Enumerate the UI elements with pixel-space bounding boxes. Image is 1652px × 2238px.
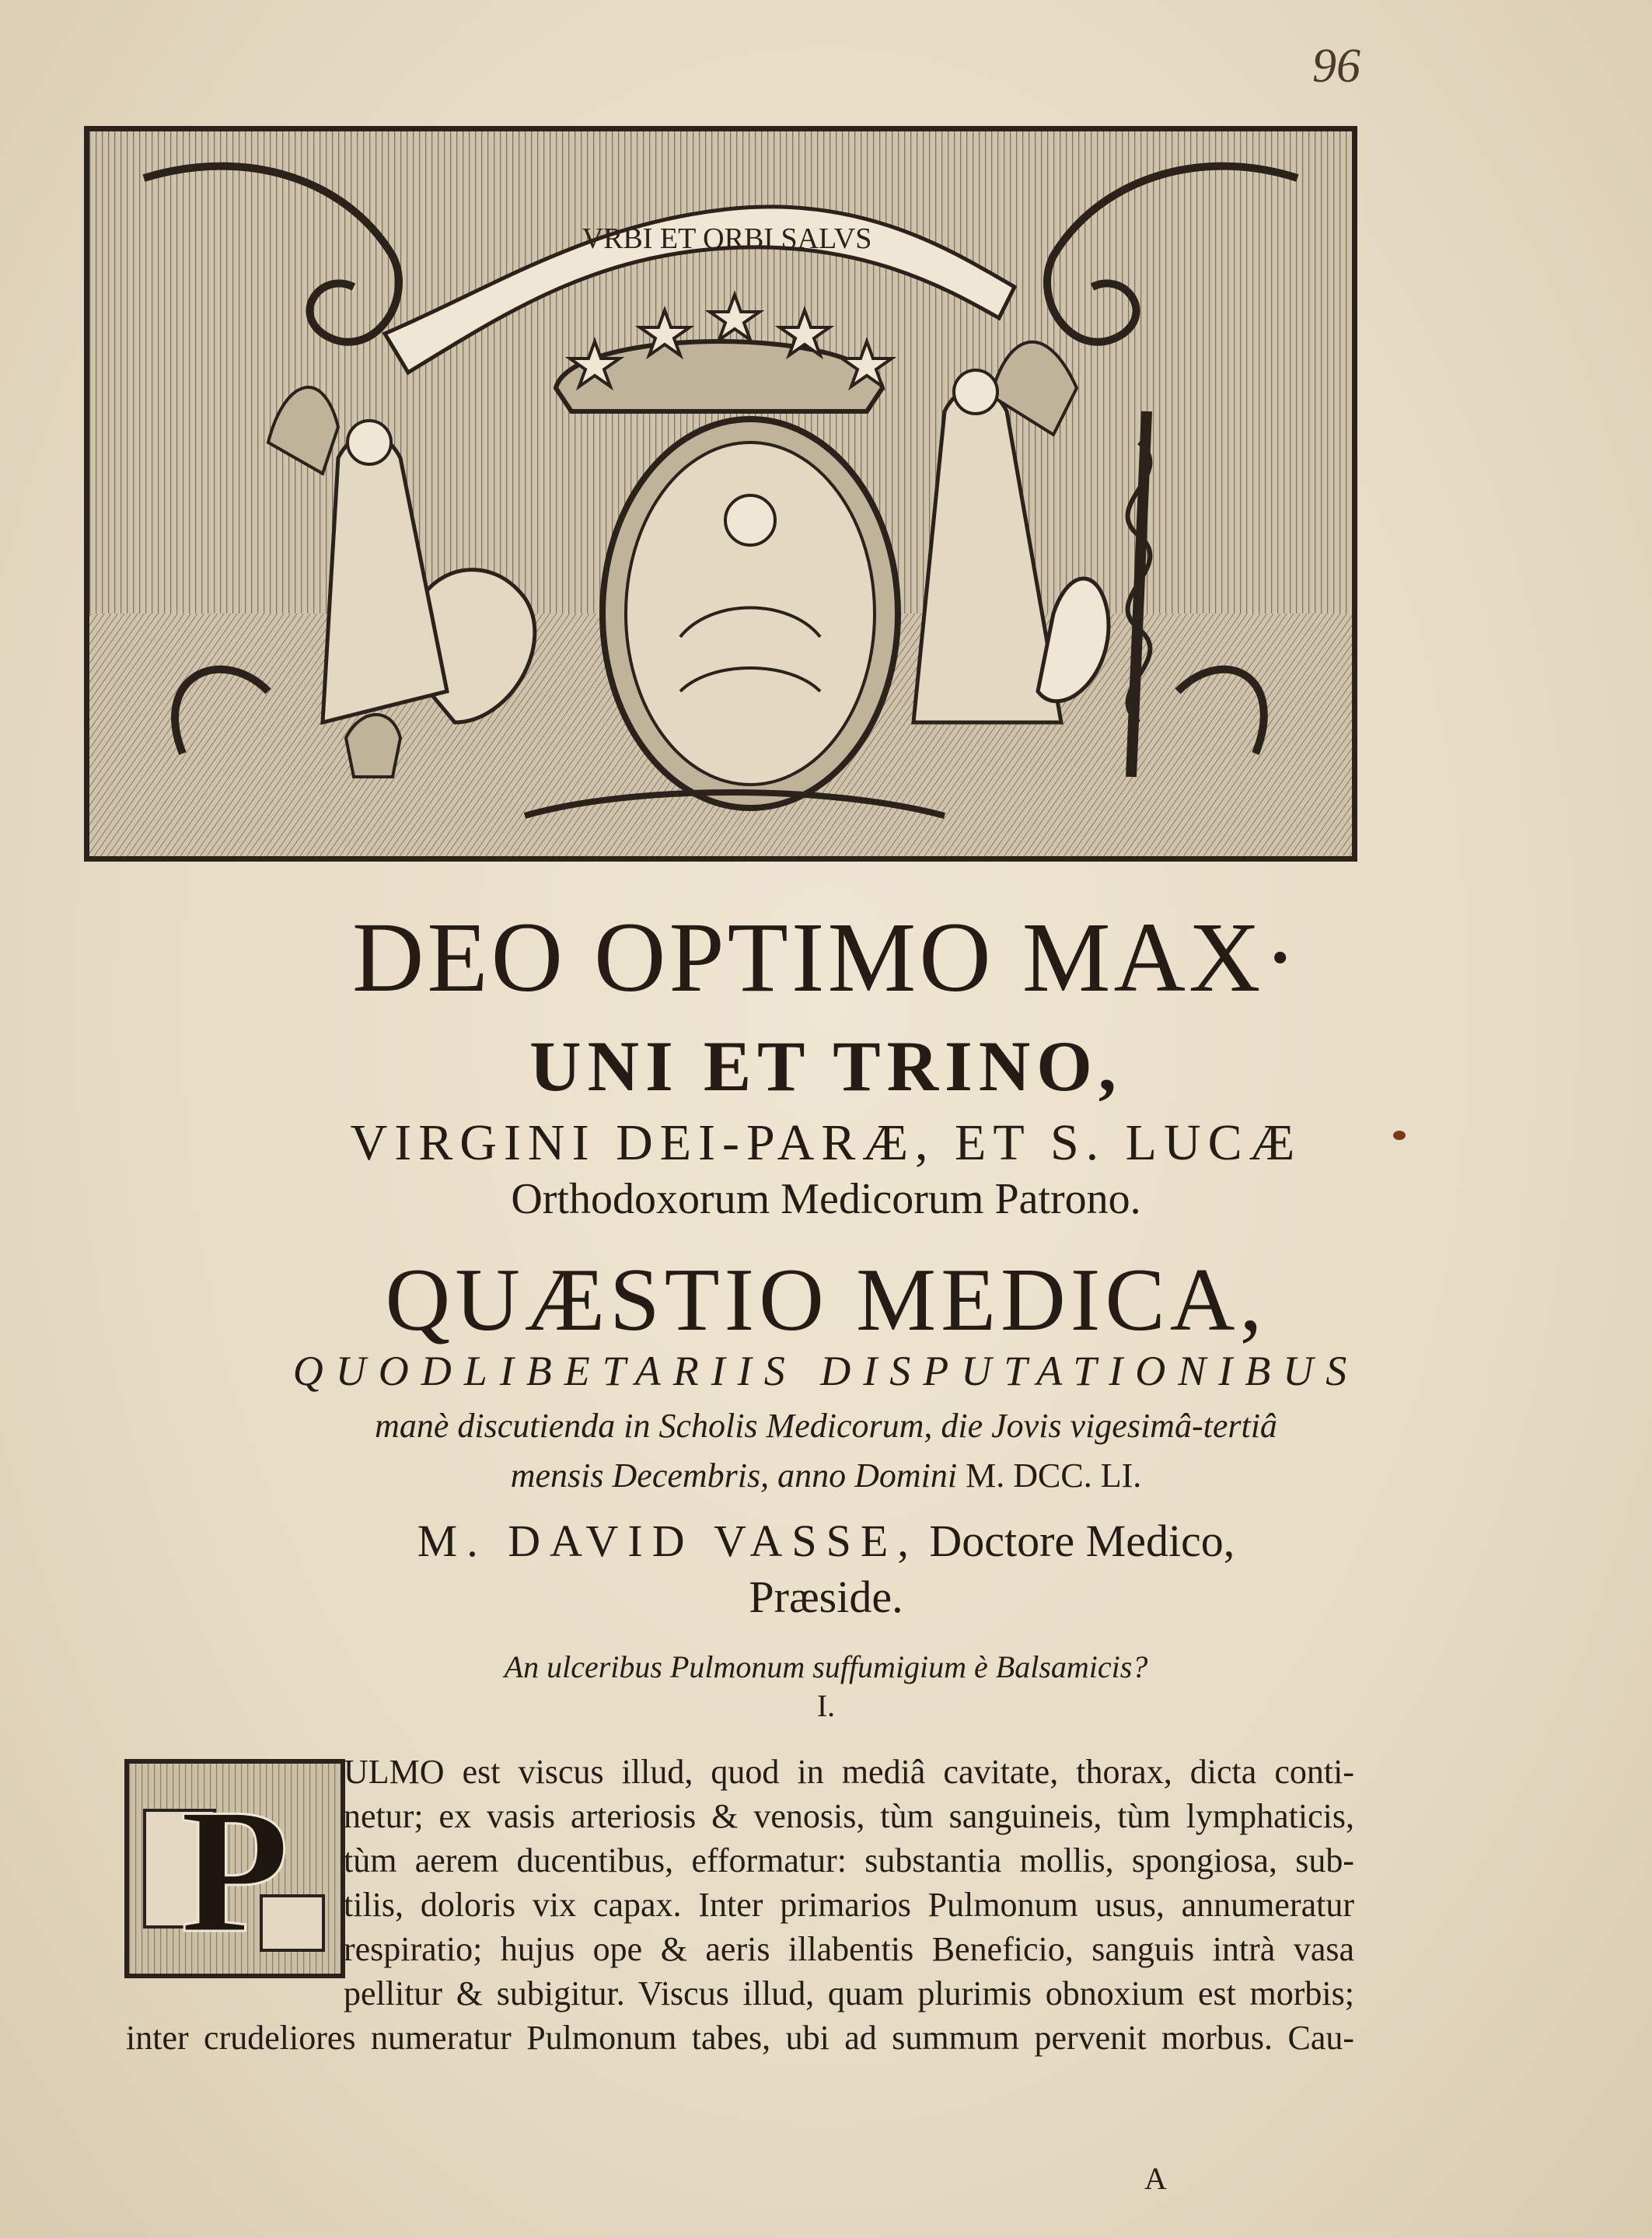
date-italic-text: mensis Decembris, anno Domini (510, 1456, 958, 1495)
ink-stain (1393, 1131, 1406, 1140)
body-line: inter crudeliores numeratur Pulmonum tabes, ubi ad summum pervenit morbus. Cau- (126, 2019, 1354, 2057)
signature-mark: A (1144, 2161, 1167, 2196)
folio-number: 96 (1312, 40, 1360, 93)
praeses-title: Doctore Medico, (929, 1516, 1235, 1566)
title-line-quaestio-medica: QUÆSTIO MEDICA, (385, 1250, 1267, 1350)
title-line-patrono: Orthodoxorum Medicorum Patrono. (511, 1175, 1141, 1223)
praeses-name: M. DAVID VASSE, (417, 1516, 918, 1566)
title-line-uni-et-trino: UNI ET TRINO, (529, 1026, 1123, 1106)
coat-of-arms-illustration (89, 131, 1352, 856)
title-line-deo-optimo: DEO OPTIMO MAX· (351, 902, 1301, 1012)
banner-motto: VRBI ET ORBI SALVS (582, 222, 872, 255)
title-line-discutienda: manè discutienda in Scholis Medicorum, die Jovis vigesimâ-tertiâ (375, 1407, 1277, 1445)
body-line: ULMO est viscus illud, quod in mediâ cavitate, thorax, dicta conti- (344, 1753, 1354, 1791)
title-line-praeses (0, 1515, 1652, 1567)
title-line-date (0, 1456, 1652, 1495)
question-heading: An ulceribus Pulmonum suffumigium è Balsamicis? (504, 1649, 1148, 1684)
body-line: respiratio; hujus ope & aeris illabentis Beneficio, sanguis intrà vasa (344, 1930, 1354, 1968)
body-paragraph (126, 1750, 1354, 2060)
woodcut-vignette (84, 126, 1357, 862)
body-line: tùm aerem ducentibus, efformatur: substantia mollis, spongiosa, sub- (344, 1841, 1354, 1880)
title-line-quodlibetariis: QUODLIBETARIIS DISPUTATIONIBUS (292, 1348, 1360, 1394)
body-line: netur; ex vasis arteriosis & venosis, tùm sanguineis, tùm lymphaticis, (344, 1797, 1354, 1835)
body-line: tilis, doloris vix capax. Inter primarios Pulmonum usus, annumeratur (344, 1886, 1354, 1924)
title-line-virgini: VIRGINI DEI-PARÆ, ET S. LUCÆ (350, 1114, 1302, 1171)
title-line-praeside: Præside. (749, 1572, 903, 1622)
initial-letter: P (180, 1771, 290, 1970)
section-number: I. (816, 1688, 836, 1723)
body-line: pellitur & subigitur. Viscus illud, quam plurimis obnoxium est morbis; (344, 1974, 1354, 2012)
date-year: M. DCC. LI. (966, 1456, 1142, 1495)
